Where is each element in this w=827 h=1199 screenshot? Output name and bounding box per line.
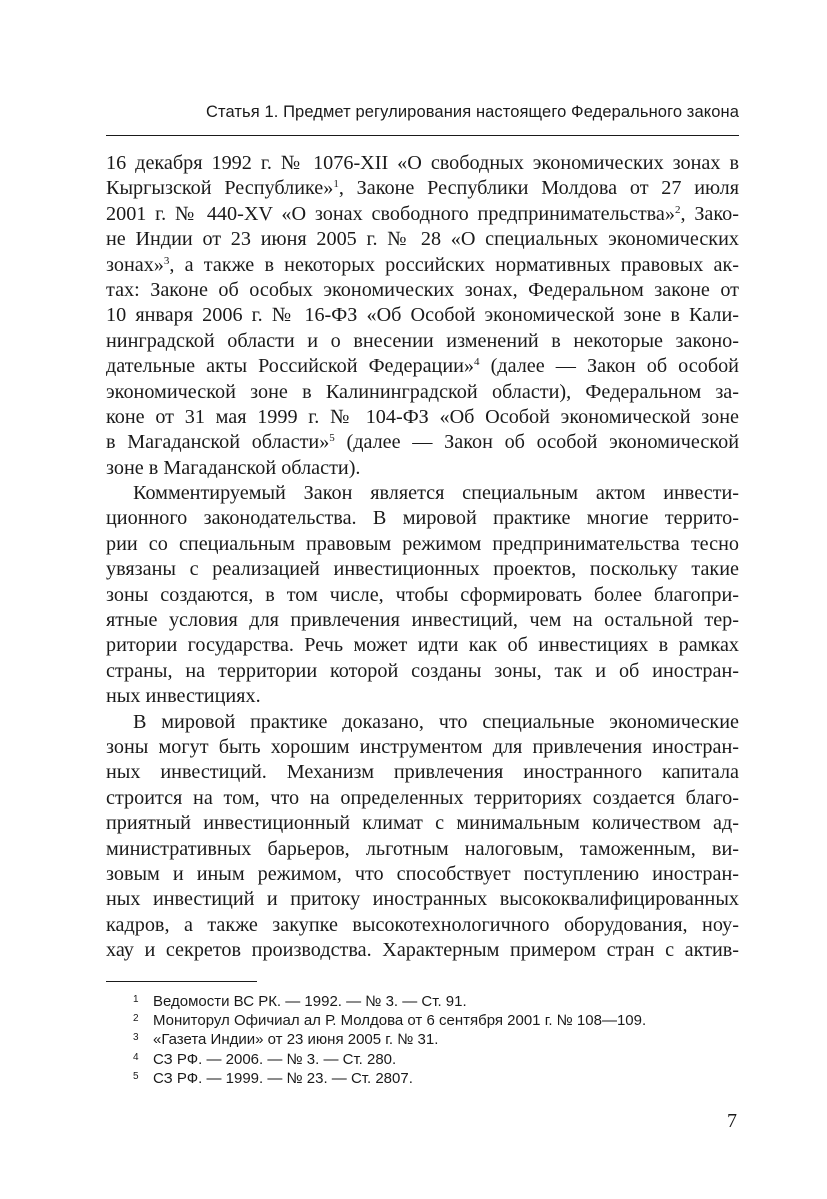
text-line: Комментируемый Закон является специальным актом инвести- [133,482,739,505]
text-line: дательные акты Российской Федерации»$^4$ (далее — Закон об особой [106,355,739,378]
footnote-text: Ведомости ВС РК. — 1992. — № 3. — Ст. 91. [153,993,467,1010]
footnote: 4 СЗ РФ. — 2006. — № 3. — Ст. 280. [133,1050,397,1068]
text-line: ятные условия для привлечения инвестиций, чем на остальной тер- [106,609,739,632]
text-line: ционного законодательства. В мировой практике многие террито- [106,507,739,530]
footnote-text: «Газета Индии» от 23 июня 2005 г. № 31. [153,1031,439,1049]
footnote-ref[interactable]: 3 [163,254,170,267]
footnote-text: СЗ РФ. — 1999. — № 23. — Ст. 2807. [153,1069,413,1087]
header-rule [106,135,739,136]
text-line: хау и секретов производства. Характерным примером стран с актив- [106,939,739,962]
text-line: приятный инвестиционный климат с минимальным количеством ад- [106,812,739,835]
text-line: в Магаданской области»$^5$ (далее — Закон об особой экономической [106,431,740,454]
footnote: 3 «Газета Индии» от 23 июня 2005 г. № 31. [133,1031,439,1049]
page-number: 7 [727,1110,737,1132]
running-title: Статья 1. Предмет регулирования настоящего Федерального закона [205,103,739,121]
footnote: 1 Ведомости ВС РК. — 1992. — № 3. — Ст. 91. [133,993,467,1010]
footnote: 5 СЗ РФ. — 1999. — № 23. — Ст. 2807. [133,1069,413,1087]
text-line: страны, на территории которой созданы зоны, так и об иностран- [106,659,739,682]
footnote: 2 Мониторул Офичиал ал Р. Молдова от 6 сентября 2001 г. № 108—109. [133,1012,647,1030]
text-line: не Индии от 23 июня 2005 г. № 28 «О специальных экономических [106,228,739,251]
footnote-ref[interactable]: 2 [674,203,681,216]
text-line: зоны могут быть хорошим инструментом для привлечения иностран- [106,735,739,758]
text-line: Кыргызской Республике»$^1$, Законе Республики Молдова от 27 июля [106,177,739,200]
text-line: тах: Законе об особых экономических зонах, Федеральном законе от [106,278,739,301]
text-line: строится на том, что на определенных территориях создается благо- [106,786,739,809]
text-line: ных инвестиций. Механизм привлечения иностранного капитала [106,761,739,784]
text-line: зоне в Магаданской области). [106,456,361,479]
text-line: кадров, а также закупке высокотехнологичного оборудования, ноу- [106,913,739,936]
text-line: зоны создаются, в том числе, чтобы сформировать более благопри- [106,583,739,606]
text-line: ных инвестиций и притоку иностранных высококвалифицированных [106,888,739,911]
footnote-text: Мониторул Офичиал ал Р. Молдова от 6 сентября 2001 г. № 108—109. [153,1012,647,1030]
text-line: рии со специальным правовым режимом предпринимательства тесно [106,532,739,555]
footnote-text: СЗ РФ. — 2006. — № 3. — Ст. 280. [153,1050,397,1068]
footnote-ref[interactable]: 5 [329,432,335,445]
text-line: зонах»$^3$, а также в некоторых российских нормативных правовых ак- [106,253,739,276]
text-line: 10 января 2006 г. № 16-ФЗ «Об Особой экономической зоне в Кали- [106,304,739,327]
text-line: увязаны с реализацией инвестиционных проектов, поскольку такие [106,558,739,581]
text-line: министративных барьеров, льготным налоговым, таможенным, ви- [106,837,739,860]
text-line: ных инвестициях. [106,685,261,708]
footnote-rule [106,981,257,982]
text-line: 16 декабря 1992 г. № 1076-XII «О свободных экономических зонах в [106,152,739,174]
footnote-ref[interactable]: 1 [333,178,339,191]
text-line: нинградской области и о внесении изменений в некоторые законо- [106,329,739,352]
text-line: экономической зоне в Калининградской области), Федеральном за- [106,380,739,403]
text-line: коне от 31 мая 1999 г. № 104-ФЗ «Об Особой экономической зоне [106,405,739,428]
text-line: 2001 г. № 440-XV «О зонах свободного предпринимательства»$^2$, Зако- [106,202,739,225]
text-line: В мировой практике доказано, что специальные экономические [133,710,739,733]
text-line: зовым и иным режимом, что способствует поступлению иностран- [106,862,739,885]
text-line: ритории государства. Речь может идти как об инвестициях в рамках [106,634,739,657]
footnote-ref[interactable]: 4 [474,356,480,369]
body-text [106,151,739,964]
footnotes [133,992,733,1088]
